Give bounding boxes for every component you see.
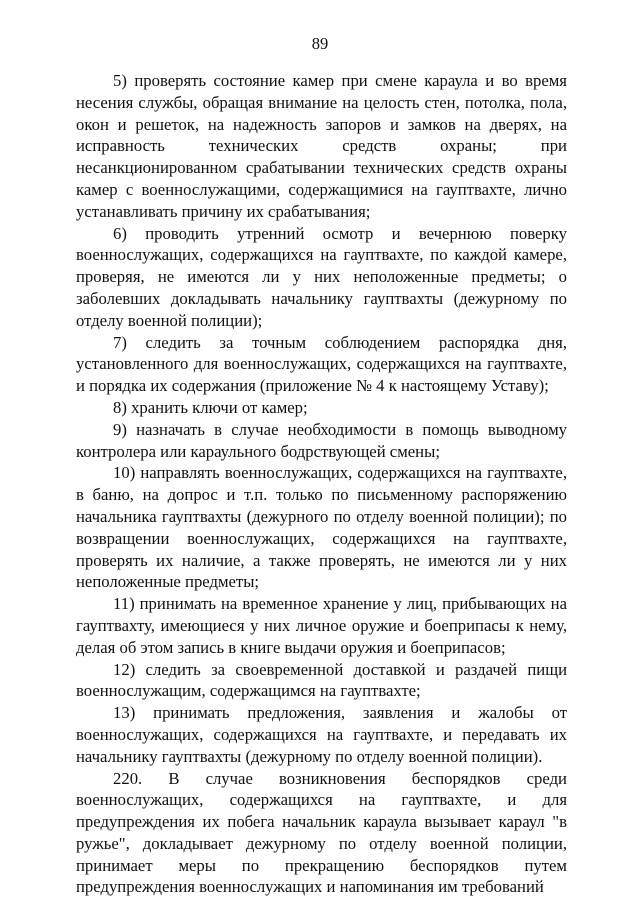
document-body	[76, 70, 567, 898]
paragraph-item-8: 8) хранить ключи от камер;	[113, 397, 308, 417]
paragraph-article-220: 220. В случае возникновения беспорядков среди военнослужащих, содержащихся на гауптвахте, и для предупреждения их побега начальник караула вызывает караул "в ружье", докладывает дежурному по отделу военной полиции, принимает меры по прекращению беспорядков путем предупреждения военнослужащих и напоминания им требований	[76, 768, 567, 897]
paragraph-item-10: 10) направлять военнослужащих, содержащихся на гауптвахте, в баню, на допрос и т.п. только по письменному распоряжению начальника гауптвахты (дежурного по отделу военной полиции); по возвращении военнослужащих, содержащихся на гауптвахте, проверять их наличие, а также проверять, не имеются ли у них неположенные предметы;	[76, 463, 567, 592]
paragraph-item-7: 7) следить за точным соблюдением распорядка дня, установленного для военнослужащих, содержащихся на гауптвахте, и порядка их содержания (приложение № 4 к настоящему Уставу);	[76, 332, 567, 396]
paragraph-item-11: 11) принимать на временное хранение у лиц, прибывающих на гауптвахту, имеющиеся у них личное оружие и боеприпасы к нему, делая об этом запись в книге выдачи оружия и боеприпасов;	[76, 594, 567, 657]
paragraph-item-6: 6) проводить утренний осмотр и вечернюю поверку военнослужащих, содержащихся на гауптвахте, по каждой камере, проверяя, не имеются ли у них неположенные предметы; о заболевших докладывать начальнику гауптвахты (дежурному по отделу военной полиции);	[76, 223, 567, 330]
paragraph-item-9: 9) назначать в случае необходимости в помощь выводному контролера или караульного бодрствующей смены;	[76, 419, 567, 461]
paragraph-item-5: 5) проверять состояние камер при смене караула и во время несения службы, обращая внимание на целость стен, потолка, пола, окон и решеток, на надежность запоров и замков на дверях, на исправность технических средств охраны; при несанкционированном срабатывании технических средств охраны камер с военнослужащими, содержащимися на гауптвахте, лично устанавливать причину их срабатывания;	[76, 71, 567, 221]
paragraph-item-13: 13) принимать предложения, заявления и жалобы от военнослужащих, содержащихся на гауптвахте, и передавать их начальнику гауптвахты (дежурному по отделу военной полиции).	[76, 703, 567, 766]
page-number: 89	[311, 34, 329, 53]
paragraph-item-12: 12) следить за своевременной доставкой и раздачей пищи военнослужащим, содержащимся на гауптвахте;	[76, 659, 567, 701]
